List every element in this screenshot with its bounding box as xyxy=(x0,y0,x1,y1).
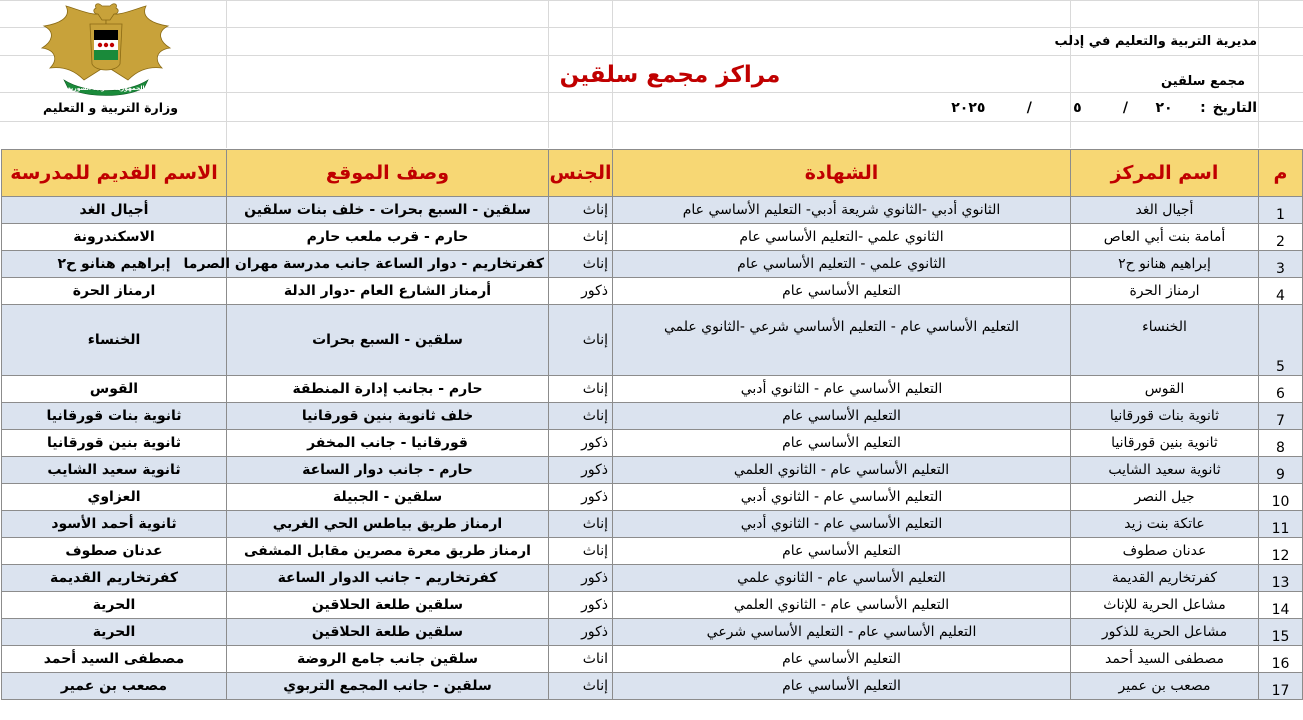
certificate-cell: الثانوي أدبي -الثانوي شريعة أدبي- التعليم الأساسي عام xyxy=(613,197,1071,224)
gender-cell: إناث xyxy=(549,376,613,403)
table-row xyxy=(2,511,1303,538)
certificate-cell: التعليم الأساسي عام - الثانوي أدبي xyxy=(613,484,1071,511)
gender-cell: إناث xyxy=(549,538,613,565)
certificate-cell: الثانوي علمي - التعليم الأساسي عام xyxy=(613,251,1071,278)
old-name-cell: الاسكندرونة xyxy=(2,224,227,251)
gender-cell: إناث xyxy=(549,197,613,224)
complex-label: مجمع سلقين xyxy=(1161,74,1245,89)
certificate-cell: التعليم الأساسي عام - الثانوي العلمي xyxy=(613,592,1071,619)
row-number-cell: 11 xyxy=(1259,511,1303,538)
gender-cell: ذكور xyxy=(549,619,613,646)
gridline xyxy=(0,0,1303,1)
center-name-cell: كفرتخاريم القديمة xyxy=(1071,565,1259,592)
header-old-name: الاسم القديم للمدرسة xyxy=(2,150,227,197)
row-number-cell: 8 xyxy=(1259,430,1303,457)
centers-table xyxy=(1,149,1303,700)
row-number-cell: 14 xyxy=(1259,592,1303,619)
row-number-cell: 1 xyxy=(1259,197,1303,224)
location-cell: كفرتخاريم - جانب الدوار الساعة xyxy=(227,565,549,592)
certificate-cell: التعليم الأساسي عام xyxy=(613,403,1071,430)
old-name-cell: عدنان صطوف xyxy=(2,538,227,565)
center-name-cell: جيل النصر xyxy=(1071,484,1259,511)
certificate-cell: التعليم الأساسي عام - الثانوي أدبي xyxy=(613,511,1071,538)
old-name-cell: ثانوية أحمد الأسود xyxy=(2,511,227,538)
table-row xyxy=(2,224,1303,251)
certificate-cell: التعليم الأساسي عام - الثانوي أدبي xyxy=(613,376,1071,403)
syrian-eagle-emblem-icon xyxy=(36,2,176,98)
row-number-cell: 4 xyxy=(1259,278,1303,305)
table-row xyxy=(2,403,1303,430)
location-cell: قورقانيا - جانب المخفر xyxy=(227,430,549,457)
header-center-name: اسم المركز xyxy=(1071,150,1259,197)
location-cell: سلقين - الجبيلة xyxy=(227,484,549,511)
certificate-cell: التعليم الأساسي عام xyxy=(613,538,1071,565)
table-row xyxy=(2,646,1303,673)
certificate-cell: الثانوي علمي -التعليم الأساسي عام xyxy=(613,224,1071,251)
directorate-label: مديرية التربية والتعليم في إدلب xyxy=(1054,34,1257,49)
gender-cell: إناث xyxy=(549,511,613,538)
gender-cell: ذكور xyxy=(549,457,613,484)
location-cell: سلقين - السبع بحرات - خلف بنات سلقين xyxy=(227,197,549,224)
gender-cell: إناث xyxy=(549,403,613,430)
center-name-cell: عاتكة بنت زيد xyxy=(1071,511,1259,538)
old-name-cell: ثانوية بنات قورقانيا xyxy=(2,403,227,430)
header-certificate: الشهادة xyxy=(613,150,1071,197)
date-month: ٥ xyxy=(1073,100,1082,116)
location-cell: سلقين جانب جامع الروضة xyxy=(227,646,549,673)
center-name-cell: مشاعل الحرية للذكور xyxy=(1071,619,1259,646)
header-num: م xyxy=(1259,150,1303,197)
row-number-cell: 2 xyxy=(1259,224,1303,251)
row-number-cell: 9 xyxy=(1259,457,1303,484)
certificate-cell: التعليم الأساسي عام xyxy=(613,278,1071,305)
location-cell: سلقين - السبع بحرات xyxy=(227,305,549,376)
gender-cell: إناث xyxy=(549,251,613,278)
gridline xyxy=(1070,0,1071,148)
center-name-cell: الخنساء xyxy=(1071,305,1259,376)
gridline xyxy=(226,0,227,148)
gridline xyxy=(0,27,1303,28)
table-row xyxy=(2,251,1303,278)
gridline xyxy=(1258,0,1259,148)
center-name-cell: مصعب بن عمير xyxy=(1071,673,1259,700)
location-cell: سلقين - جانب المجمع التربوي xyxy=(227,673,549,700)
table-row xyxy=(2,619,1303,646)
row-number-cell: 7 xyxy=(1259,403,1303,430)
center-name-cell: ثانوية سعيد الشايب xyxy=(1071,457,1259,484)
center-name-cell: أمامة بنت أبي العاص xyxy=(1071,224,1259,251)
table-row xyxy=(2,305,1303,376)
table-row xyxy=(2,673,1303,700)
old-name-cell: إبراهيم هنانو ح٢ xyxy=(2,251,227,278)
certificate-cell: التعليم الأساسي عام - الثانوي العلمي xyxy=(613,457,1071,484)
center-name-cell: ارمناز الحرة xyxy=(1071,278,1259,305)
center-name-cell: عدنان صطوف xyxy=(1071,538,1259,565)
certificate-cell: التعليم الأساسي عام - التعليم الأساسي شرعي xyxy=(613,619,1071,646)
certificate-cell: التعليم الأساسي عام xyxy=(613,430,1071,457)
row-number-cell: 12 xyxy=(1259,538,1303,565)
table-row xyxy=(2,484,1303,511)
table-row xyxy=(2,538,1303,565)
old-name-cell: القوس xyxy=(2,376,227,403)
date-year: ٢٠٢٥ xyxy=(951,100,986,116)
location-cell: خلف ثانوية بنين قورقانيا xyxy=(227,403,549,430)
certificate-cell: التعليم الأساسي عام - الثانوي علمي xyxy=(613,565,1071,592)
gender-cell: ذكور xyxy=(549,430,613,457)
table-row xyxy=(2,197,1303,224)
center-name-cell: ثانوية بنين قورقانيا xyxy=(1071,430,1259,457)
row-number-cell: 15 xyxy=(1259,619,1303,646)
header-location: وصف الموقع xyxy=(227,150,549,197)
old-name-cell: أجيال الغد xyxy=(2,197,227,224)
gridline xyxy=(0,121,1303,122)
logo-banner-text: الجمهورية العربية السورية xyxy=(67,85,145,92)
gender-cell: إناث xyxy=(549,224,613,251)
date-separator: / xyxy=(1026,100,1032,116)
old-name-cell: الحرية xyxy=(2,619,227,646)
date-day: ٢٠ xyxy=(1155,100,1173,116)
row-number-cell: 17 xyxy=(1259,673,1303,700)
old-name-cell: مصعب بن عمير xyxy=(2,673,227,700)
old-name-cell: ارمناز الحرة xyxy=(2,278,227,305)
location-cell: سلقين طلعة الحلاقين xyxy=(227,592,549,619)
header-area xyxy=(0,0,1303,148)
location-cell: حارم - جانب دوار الساعة xyxy=(227,457,549,484)
old-name-cell: الخنساء xyxy=(2,305,227,376)
row-number-cell: 5 xyxy=(1259,305,1303,376)
old-name-cell: كفرتخاريم القديمة xyxy=(2,565,227,592)
table-row xyxy=(2,430,1303,457)
gender-cell: ذكور xyxy=(549,592,613,619)
table-row xyxy=(2,376,1303,403)
table-header-row xyxy=(2,150,1303,197)
ministry-label: وزارة التربية و التعليم xyxy=(42,100,178,115)
row-number-cell: 10 xyxy=(1259,484,1303,511)
gridline xyxy=(0,92,1303,93)
old-name-cell: ثانوية بنين قورقانيا xyxy=(2,430,227,457)
certificate-cell: التعليم الأساسي عام xyxy=(613,646,1071,673)
gender-cell: ذكور xyxy=(549,565,613,592)
gender-cell: إناث xyxy=(549,673,613,700)
gender-cell: اناث xyxy=(549,646,613,673)
location-cell: ارمناز طريق بياطس الحي الغربي xyxy=(227,511,549,538)
table-row xyxy=(2,592,1303,619)
row-number-cell: 13 xyxy=(1259,565,1303,592)
center-name-cell: أجيال الغد xyxy=(1071,197,1259,224)
gender-cell: ذكور xyxy=(549,484,613,511)
gridline xyxy=(0,55,1303,56)
certificate-cell: التعليم الأساسي عام - التعليم الأساسي شرعي -الثانوي علمي xyxy=(613,305,1071,376)
date-label: التاريخ : xyxy=(1200,100,1257,116)
gender-cell: إناث xyxy=(549,305,613,376)
location-cell: ارمناز طريق معرة مصرين مقابل المشفى xyxy=(227,538,549,565)
certificate-cell: التعليم الأساسي عام xyxy=(613,673,1071,700)
old-name-cell: مصطفى السيد أحمد xyxy=(2,646,227,673)
center-name-cell: مصطفى السيد أحمد xyxy=(1071,646,1259,673)
location-cell: سلقين طلعة الحلاقين xyxy=(227,619,549,646)
old-name-cell: الحرية xyxy=(2,592,227,619)
location-cell: حارم - قرب ملعب حارم xyxy=(227,224,549,251)
table-row xyxy=(2,457,1303,484)
location-cell: حارم - بجانب إدارة المنطقة xyxy=(227,376,549,403)
gender-cell: ذكور xyxy=(549,278,613,305)
location-cell: أرمناز الشارع العام -دوار الدلة xyxy=(227,278,549,305)
old-name-cell: ثانوية سعيد الشايب xyxy=(2,457,227,484)
table-row xyxy=(2,565,1303,592)
date-separator: / xyxy=(1122,100,1128,116)
center-name-cell: ثانوية بنات قورقانيا xyxy=(1071,403,1259,430)
old-name-cell: العزاوي xyxy=(2,484,227,511)
row-number-cell: 6 xyxy=(1259,376,1303,403)
table-row xyxy=(2,278,1303,305)
date-line xyxy=(951,100,1257,116)
location-cell: كفرتخاريم - دوار الساعة جانب مدرسة مهران الصرما xyxy=(227,251,549,278)
center-name-cell: مشاعل الحرية للإناث xyxy=(1071,592,1259,619)
header-gender: الجنس xyxy=(549,150,613,197)
row-number-cell: 3 xyxy=(1259,251,1303,278)
row-number-cell: 16 xyxy=(1259,646,1303,673)
center-name-cell: القوس xyxy=(1071,376,1259,403)
page-title: مراكز مجمع سلقين xyxy=(559,62,781,88)
center-name-cell: إبراهيم هنانو ح٢ xyxy=(1071,251,1259,278)
